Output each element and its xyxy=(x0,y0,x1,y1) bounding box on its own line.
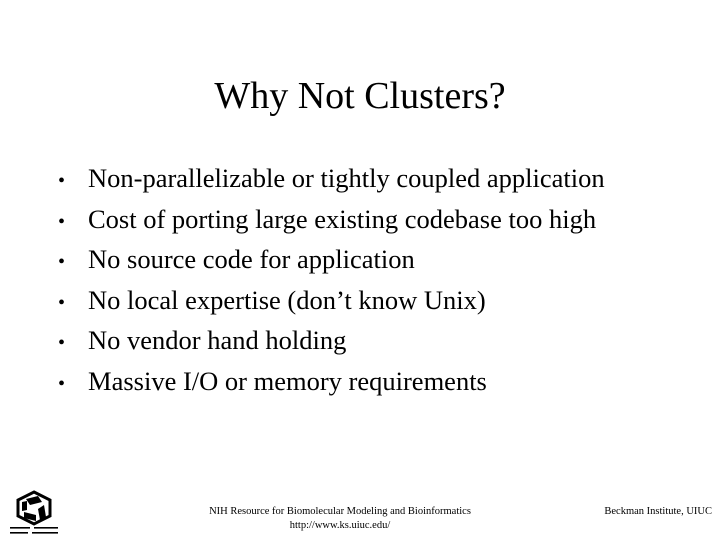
bullet-glyph: • xyxy=(58,210,66,233)
slide-title: Why Not Clusters? xyxy=(214,75,506,117)
bullet-text: Massive I/O or memory requirements xyxy=(88,365,487,396)
bullet-item xyxy=(58,361,698,402)
theoretical-biophysics-group-logo-icon xyxy=(8,488,60,538)
bullet-text: No local expertise (don’t know Unix) xyxy=(88,284,486,315)
bullet-item xyxy=(58,320,698,361)
footer-institution: Beckman Institute, UIUC xyxy=(604,506,712,517)
footer-url: http://www.ks.uiuc.edu/ xyxy=(289,520,391,531)
bullet-item xyxy=(58,199,698,240)
bullet-glyph: • xyxy=(58,170,66,192)
bullet-item xyxy=(58,239,698,280)
bullet-glyph: • xyxy=(58,332,66,354)
bullet-list xyxy=(58,158,698,401)
bullet-glyph: • xyxy=(58,251,66,273)
bullet-glyph: • xyxy=(58,372,66,395)
bullet-item xyxy=(58,158,698,199)
bullet-text: Non-parallelizable or tightly coupled application xyxy=(88,163,605,193)
bullet-text: No source code for application xyxy=(88,244,415,274)
bullet-text: Cost of porting large existing codebase too high xyxy=(88,203,597,234)
bullet-text: No vendor hand holding xyxy=(88,325,347,355)
bullet-glyph: • xyxy=(58,291,66,314)
bullet-item xyxy=(58,280,698,321)
footer-credit xyxy=(190,505,490,533)
footer-resource-name: NIH Resource for Biomolecular Modeling and Bioinformatics xyxy=(209,506,471,517)
